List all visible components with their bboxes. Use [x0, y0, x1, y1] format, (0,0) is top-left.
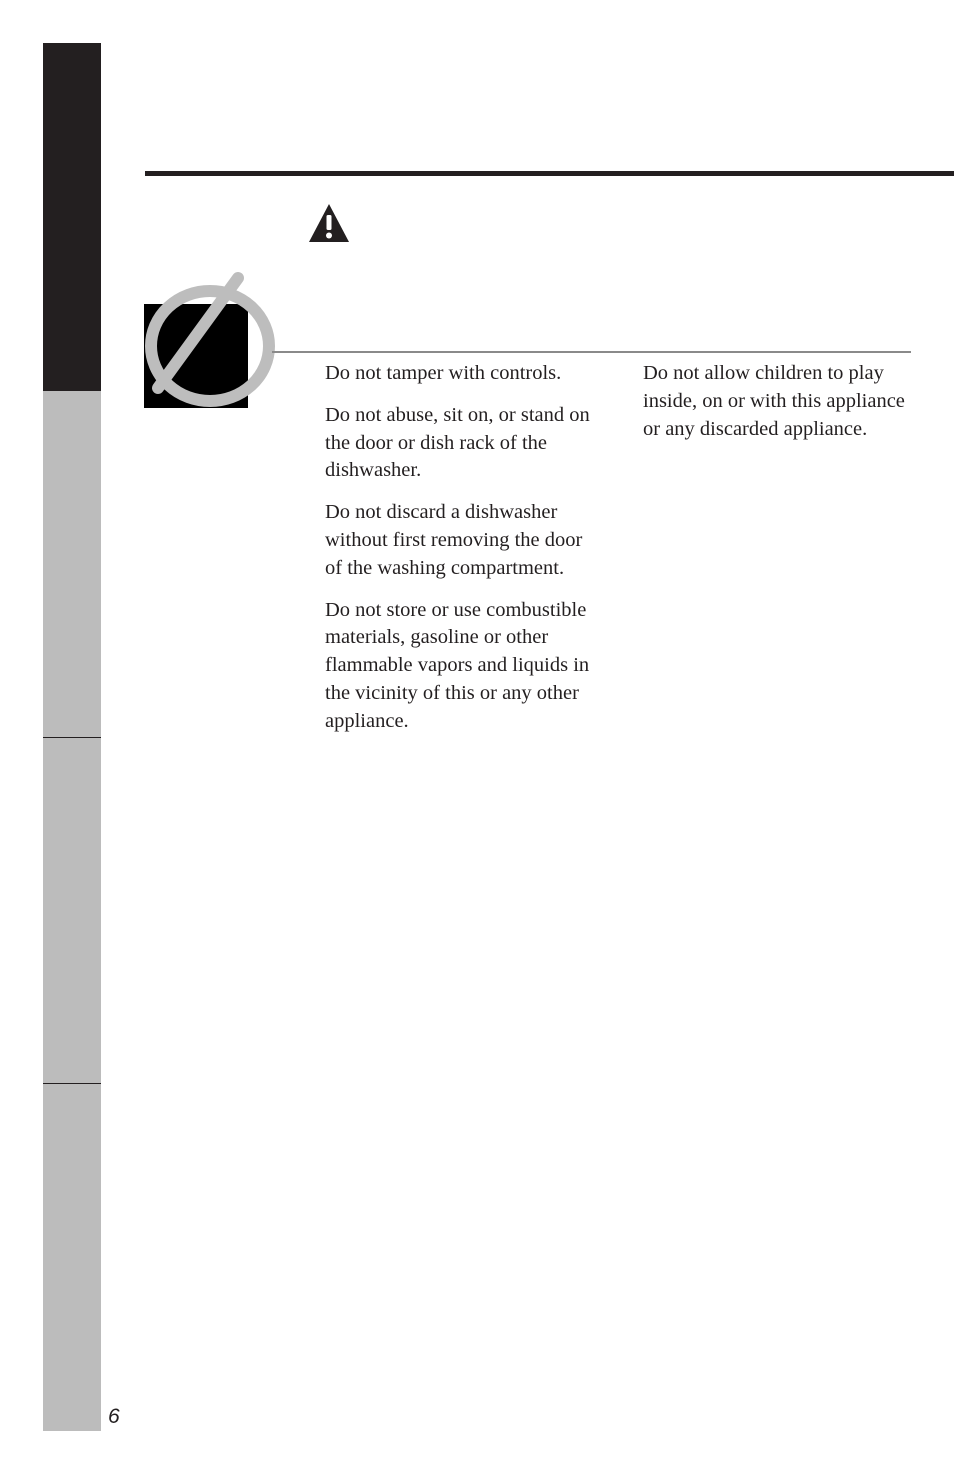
side-tab-3: [43, 738, 101, 1083]
page-number: 6: [108, 1405, 120, 1428]
safety-column-right: [643, 360, 911, 457]
safety-item: Do not abuse, sit on, or stand on the door or dish rack of the dishwasher.: [325, 403, 590, 482]
side-tab-4: [43, 1084, 101, 1431]
safety-item: Do not tamper with controls.: [325, 362, 562, 384]
prohibition-circle-icon: [144, 272, 276, 408]
warning-triangle-icon: [308, 203, 350, 243]
header-rule: [145, 171, 954, 176]
safety-item: Do not allow children to play inside, on or with this appliance or any discarded appliance.: [643, 362, 905, 440]
side-tab-2: [43, 391, 101, 737]
safety-item: Do not discard a dishwasher without first removing the door of the washing compartment.: [325, 501, 583, 579]
safety-item: Do not store or use combustible materials, gasoline or other flammable vapors and liquids in the vicinity of this or any other appliance.: [325, 598, 590, 732]
section-rule: [272, 351, 911, 353]
side-tab-active: [43, 43, 101, 391]
safety-column-left: [325, 360, 600, 750]
